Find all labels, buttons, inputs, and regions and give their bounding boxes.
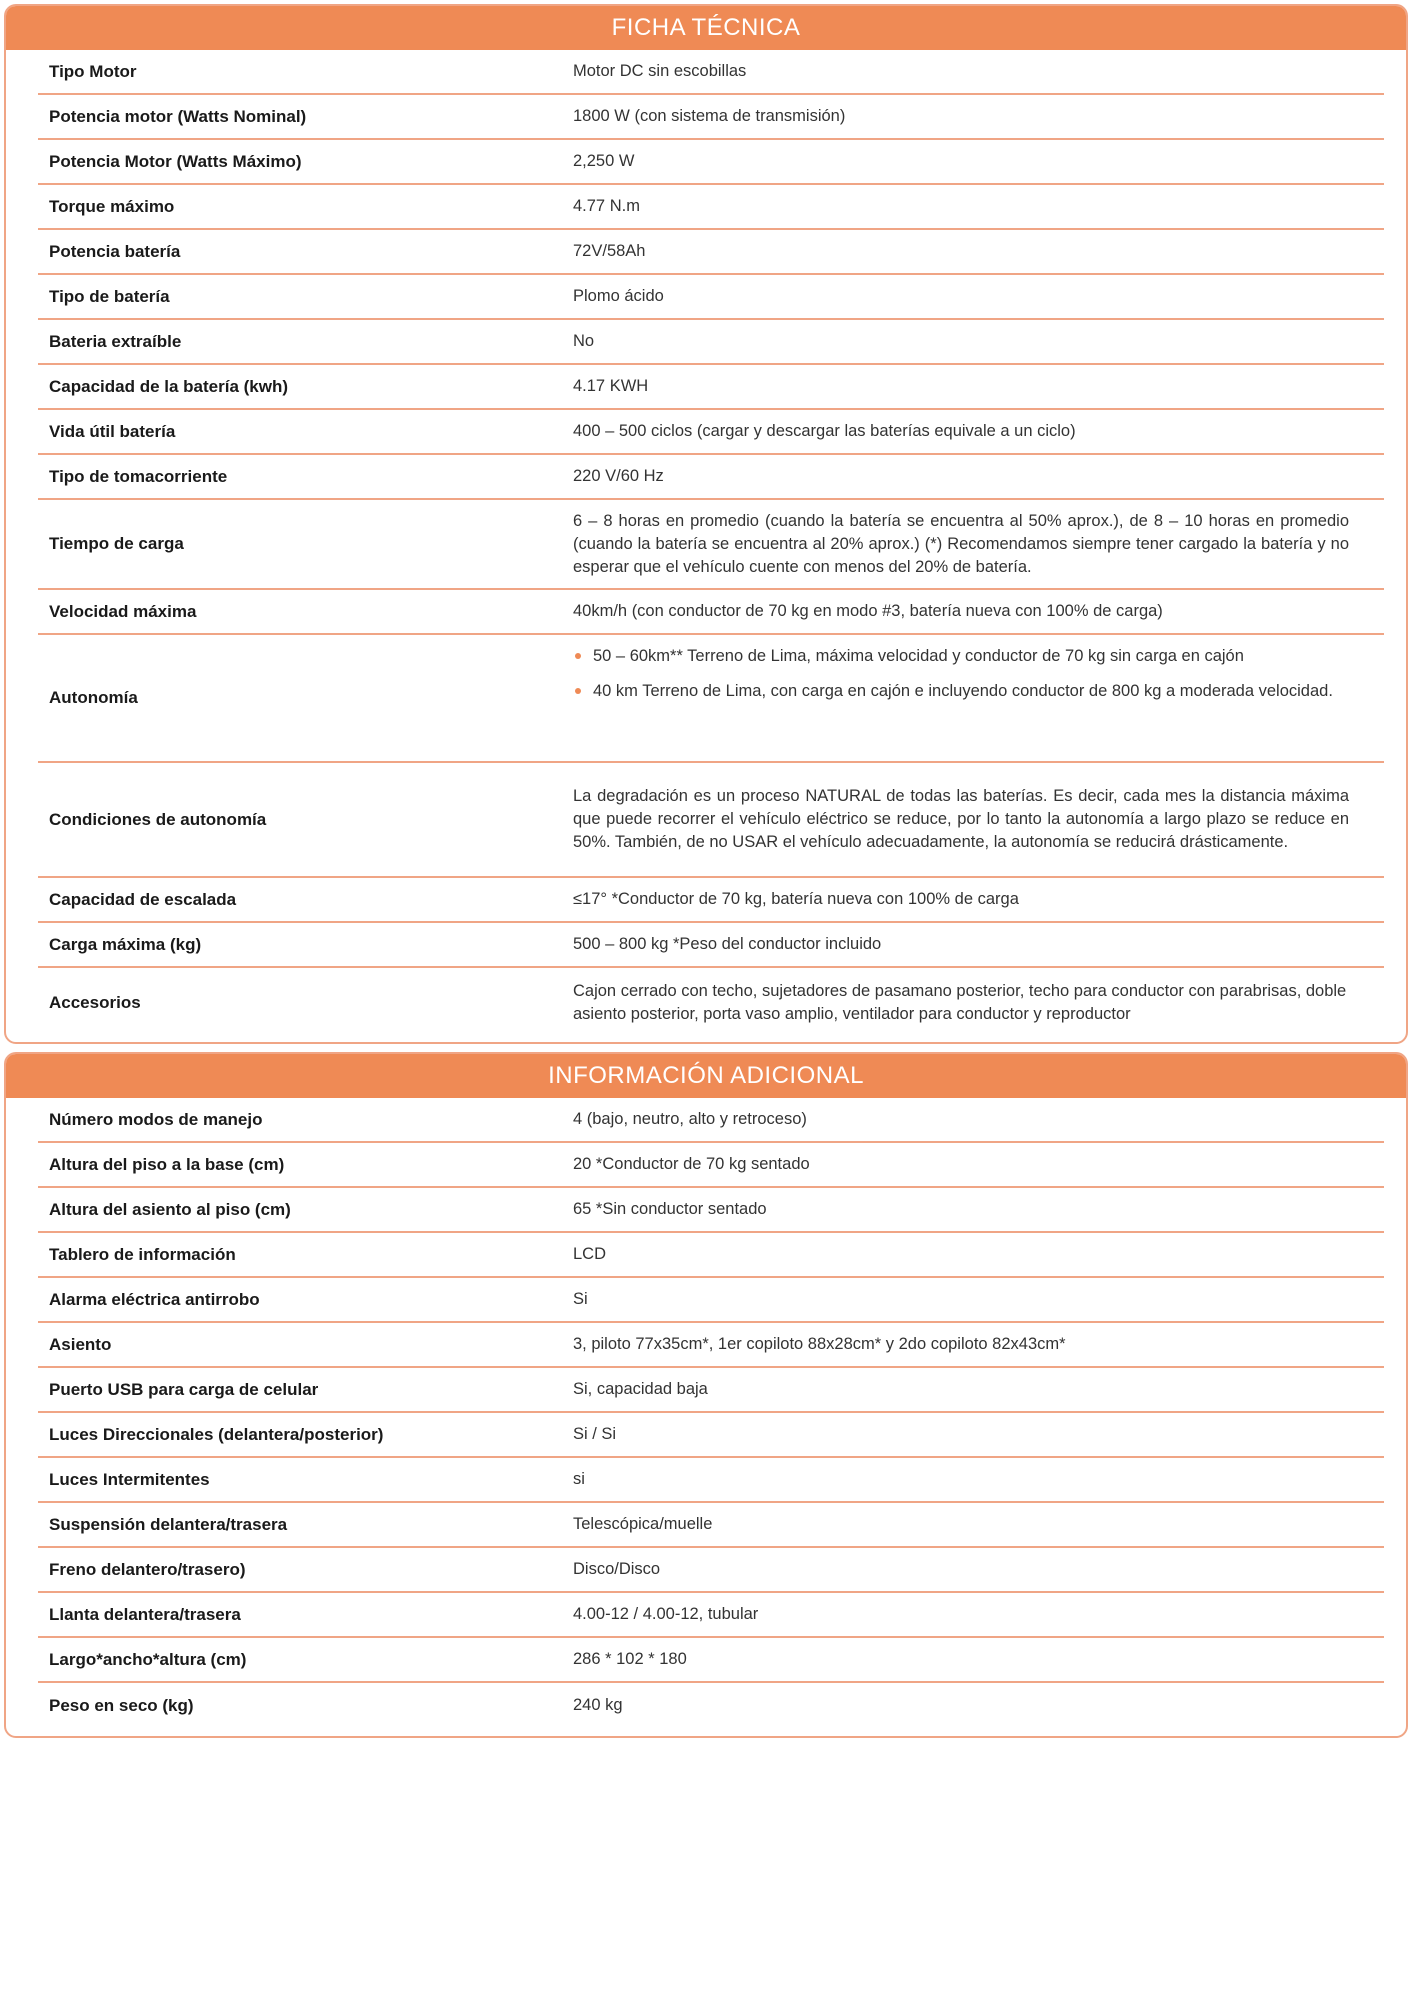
spec-label: Accesorios: [49, 993, 141, 1012]
table-row: [38, 590, 1384, 635]
table-row: [38, 140, 1384, 185]
table-row: [38, 1143, 1384, 1188]
spec-label: Potencia motor (Watts Nominal): [49, 106, 307, 126]
table-row: [38, 410, 1384, 455]
spec-label: Suspensión delantera/trasera: [49, 1514, 288, 1534]
spec-label: Potencia Motor (Watts Máximo): [49, 151, 302, 171]
spec-label: Luces Intermitentes: [49, 1469, 210, 1489]
spec-value: Telescópica/muelle: [573, 1515, 713, 1533]
spec-label: Carga máxima (kg): [49, 934, 202, 954]
spec-label: Peso en seco (kg): [49, 1695, 194, 1715]
list-item: [573, 645, 1349, 668]
table-row: [38, 878, 1384, 923]
table-row: [38, 185, 1384, 230]
list-item-text: 40 km Terreno de Lima, con carga en cajón e incluyendo conductor de 800 kg a moderada velocidad.: [593, 682, 1333, 700]
table-row: [38, 365, 1384, 410]
autonomia-list: [573, 645, 1349, 703]
spec-value: 4.77 N.m: [573, 197, 640, 215]
spec-label: Tipo de batería: [49, 286, 170, 306]
informacion-adicional-title: INFORMACIÓN ADICIONAL: [6, 1054, 1406, 1098]
spec-label: Asiento: [49, 1334, 112, 1354]
spec-value: Si: [573, 1290, 588, 1308]
spec-value: si: [573, 1470, 585, 1488]
spec-value: 4.17 KWH: [573, 377, 649, 395]
table-row: [38, 500, 1384, 590]
spec-label: Largo*ancho*altura (cm): [49, 1649, 247, 1669]
table-row: [38, 968, 1384, 1038]
spec-value: 20 *Conductor de 70 kg sentado: [573, 1155, 810, 1173]
spec-label: Condiciones de autonomía: [49, 809, 267, 829]
spec-label: Autonomía: [49, 688, 138, 707]
spec-label: Tipo de tomacorriente: [49, 466, 228, 486]
spec-label: Alarma eléctrica antirrobo: [49, 1289, 260, 1309]
ficha-tecnica-title: FICHA TÉCNICA: [6, 6, 1406, 50]
table-row: [38, 1458, 1384, 1503]
spec-label: Número modos de manejo: [49, 1109, 263, 1129]
table-row: [38, 50, 1384, 95]
spec-value: No: [573, 332, 595, 350]
table-row: [38, 1368, 1384, 1413]
spec-label: Tiempo de carga: [49, 534, 184, 553]
spec-label: Velocidad máxima: [49, 601, 197, 621]
table-row: [38, 923, 1384, 968]
spec-label: Tipo Motor: [49, 61, 137, 81]
table-row: [38, 275, 1384, 320]
spec-value: 3, piloto 77x35cm*, 1er copiloto 88x28cm* y 2do copiloto 82x43cm*: [573, 1335, 1066, 1353]
spec-label: Altura del piso a la base (cm): [49, 1154, 285, 1174]
spec-value: 1800 W (con sistema de transmisión): [573, 107, 846, 125]
spec-value: 4.00-12 / 4.00-12, tubular: [573, 1605, 759, 1623]
spec-label: Freno delantero/trasero): [49, 1559, 246, 1579]
table-row: [38, 1413, 1384, 1458]
table-row: [38, 1683, 1384, 1728]
spec-value: ≤17° *Conductor de 70 kg, batería nueva con 100% de carga: [573, 890, 1019, 908]
table-row: [38, 320, 1384, 365]
informacion-adicional-table: [38, 1098, 1384, 1728]
spec-value: 240 kg: [573, 1696, 623, 1714]
spec-value: [573, 635, 1349, 703]
spec-value: 286 * 102 * 180: [573, 1650, 687, 1668]
spec-label: Capacidad de la batería (kwh): [49, 376, 289, 396]
spec-value: Si, capacidad baja: [573, 1380, 708, 1398]
table-row: [38, 1323, 1384, 1368]
spec-value: 500 – 800 kg *Peso del conductor incluido: [573, 935, 882, 953]
table-row: [38, 1503, 1384, 1548]
table-row: [38, 455, 1384, 500]
table-row: [38, 763, 1384, 878]
spec-value: La degradación es un proceso NATURAL de todas las baterías. Es decir, cada mes la distancia máxima que puede recorrer el vehículo eléctrico se reduce, por lo tanto la autonomía a largo plazo se reduce en 50%. También, de no USAR el vehículo adecuadamente, la autonomía se reducirá drásticamente.: [573, 787, 1349, 851]
spec-value: 400 – 500 ciclos (cargar y descargar las baterías equivale a un ciclo): [573, 422, 1076, 440]
spec-value: 2,250 W: [573, 152, 635, 170]
list-item-text: 50 – 60km** Terreno de Lima, máxima velocidad y conductor de 70 kg sin carga en cajón: [593, 647, 1244, 665]
spec-label: Torque máximo: [49, 196, 175, 216]
spec-label: Potencia batería: [49, 241, 181, 261]
spec-value: 65 *Sin conductor sentado: [573, 1200, 767, 1218]
spec-label: Capacidad de escalada: [49, 889, 237, 909]
spec-label: Vida útil batería: [49, 421, 176, 441]
table-row: [38, 1233, 1384, 1278]
spec-label: Altura del asiento al piso (cm): [49, 1199, 291, 1219]
bullet-icon: [575, 653, 581, 659]
informacion-adicional-section: [4, 1052, 1408, 1738]
table-row: [38, 1278, 1384, 1323]
table-row: [38, 635, 1384, 763]
ficha-tecnica-section: [4, 4, 1408, 1044]
bullet-icon: [575, 688, 581, 694]
table-row: [38, 1098, 1384, 1143]
spec-value: Disco/Disco: [573, 1560, 661, 1578]
table-row: [38, 95, 1384, 140]
spec-label: Luces Direccionales (delantera/posterior): [49, 1424, 384, 1444]
spec-label: Llanta delantera/trasera: [49, 1604, 241, 1624]
table-row: [38, 1593, 1384, 1638]
spec-value: 72V/58Ah: [573, 242, 646, 260]
spec-label: Puerto USB para carga de celular: [49, 1379, 319, 1399]
spec-value: 6 – 8 horas en promedio (cuando la batería se encuentra al 50% aprox.), de 8 – 10 horas en promedio (cuando la batería se encuentra al 20% aprox.) (*) Recomendamos siempre tener cargado la batería y no esperar que el vehículo cuente con menos del 20% de batería.: [573, 511, 1349, 576]
spec-value: LCD: [573, 1245, 607, 1263]
spec-value: Motor DC sin escobillas: [573, 62, 747, 80]
spec-value: 4 (bajo, neutro, alto y retroceso): [573, 1110, 807, 1128]
spec-label: Bateria extraíble: [49, 331, 182, 351]
table-row: [38, 1188, 1384, 1233]
spec-value: Si / Si: [573, 1425, 617, 1443]
spec-value: 40km/h (con conductor de 70 kg en modo #3, batería nueva con 100% de carga): [573, 602, 1163, 620]
table-row: [38, 230, 1384, 275]
ficha-tecnica-table: [38, 50, 1384, 1038]
table-row: [38, 1638, 1384, 1683]
list-item: [573, 680, 1349, 703]
table-row: [38, 1548, 1384, 1593]
spec-label: Tablero de información: [49, 1244, 236, 1264]
spec-value: 220 V/60 Hz: [573, 467, 664, 485]
spec-value: Cajon cerrado con techo, sujetadores de pasamano posterior, techo para conductor con parabrisas, doble asiento posterior, porta vaso amplio, ventilador para conductor y reproductor: [573, 982, 1347, 1023]
spec-value: Plomo ácido: [573, 287, 664, 305]
